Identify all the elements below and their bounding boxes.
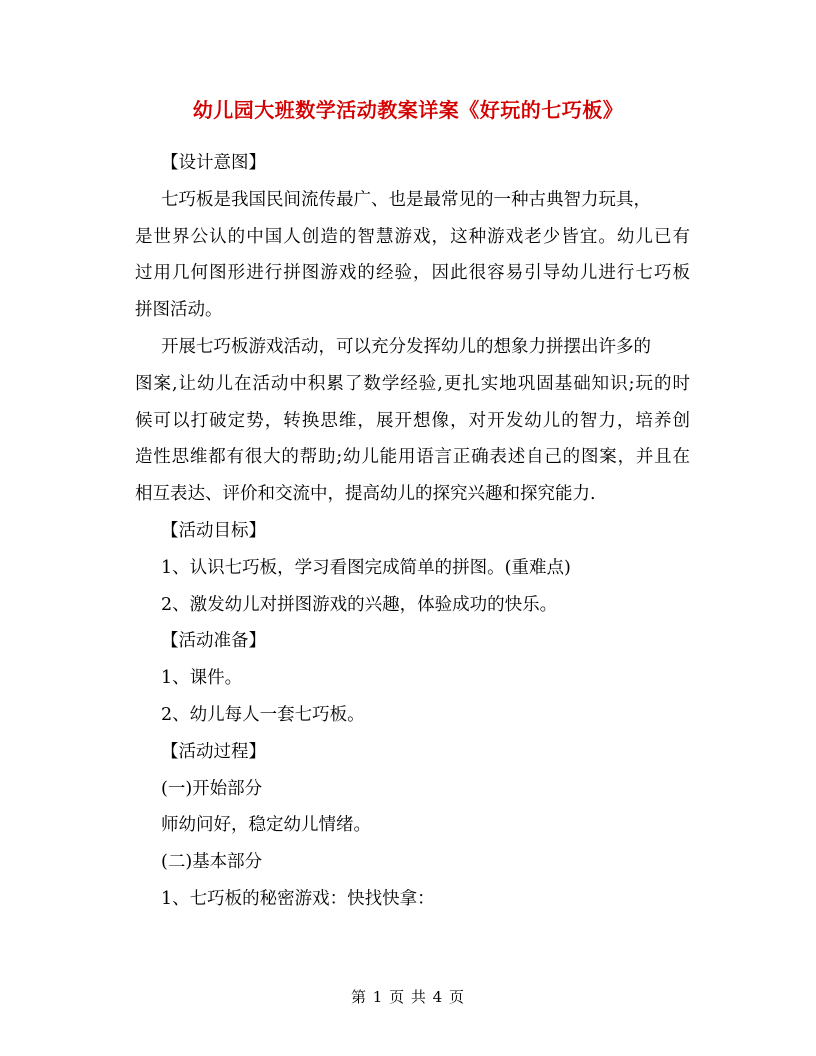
list-item: (二)基本部分 xyxy=(161,852,263,873)
paragraph-line: 造性思维都有很大的帮助;幼儿能用语言正确表述自己的图案，并且在 xyxy=(135,447,690,468)
section-heading-process: 【活动过程】 xyxy=(161,741,266,762)
list-item: 1、七巧板的秘密游戏：快找快拿： xyxy=(161,888,435,909)
paragraph-line: 是世界公认的中国人创造的智慧游戏，这种游戏老少皆宜。幼儿已有 xyxy=(135,226,690,247)
paragraph-line: 候可以打破定势，转换思维，展开想像，对开发幼儿的智力，培养创 xyxy=(135,410,690,431)
list-item: 2、激发幼儿对拼图游戏的兴趣，体验成功的快乐。 xyxy=(161,594,558,615)
document-body xyxy=(135,145,690,918)
paragraph-line: 过用几何图形进行拼图游戏的经验，因此很容易引导幼儿进行七巧板 xyxy=(135,263,690,284)
paragraph-line: 开展七巧板游戏活动，可以充分发挥幼儿的想象力拼摆出许多的 xyxy=(161,336,651,357)
section-heading-preparation: 【活动准备】 xyxy=(161,631,266,652)
paragraph-line: 拼图活动。 xyxy=(135,300,223,321)
page-title: 幼儿园大班数学活动教案详案《好玩的七巧板》 xyxy=(192,98,624,122)
paragraph-line: 师幼问好，稳定幼儿情绪。 xyxy=(161,815,371,836)
paragraph-line: 七巧板是我国民间流传最广、也是最常见的一种古典智力玩具， xyxy=(161,189,651,210)
list-item: 2、幼儿每人一套七巧板。 xyxy=(161,704,365,725)
section-heading-design-intent: 【设计意图】 xyxy=(161,153,266,173)
paragraph-line: 相互表达、评价和交流中，提高幼儿的探究兴趣和探究能力. xyxy=(135,484,596,505)
list-item: 1、课件。 xyxy=(161,668,243,689)
page-footer: 第 1 页 共 4 页 xyxy=(351,988,465,1006)
list-item: 1、认识七巧板，学习看图完成简单的拼图。(重难点) xyxy=(161,557,571,578)
list-item: (一)开始部分 xyxy=(161,778,263,799)
paragraph-line: 图案,让幼儿在活动中积累了数学经验,更扎实地巩固基础知识;玩的时 xyxy=(135,373,690,394)
section-heading-goals: 【活动目标】 xyxy=(161,520,266,541)
